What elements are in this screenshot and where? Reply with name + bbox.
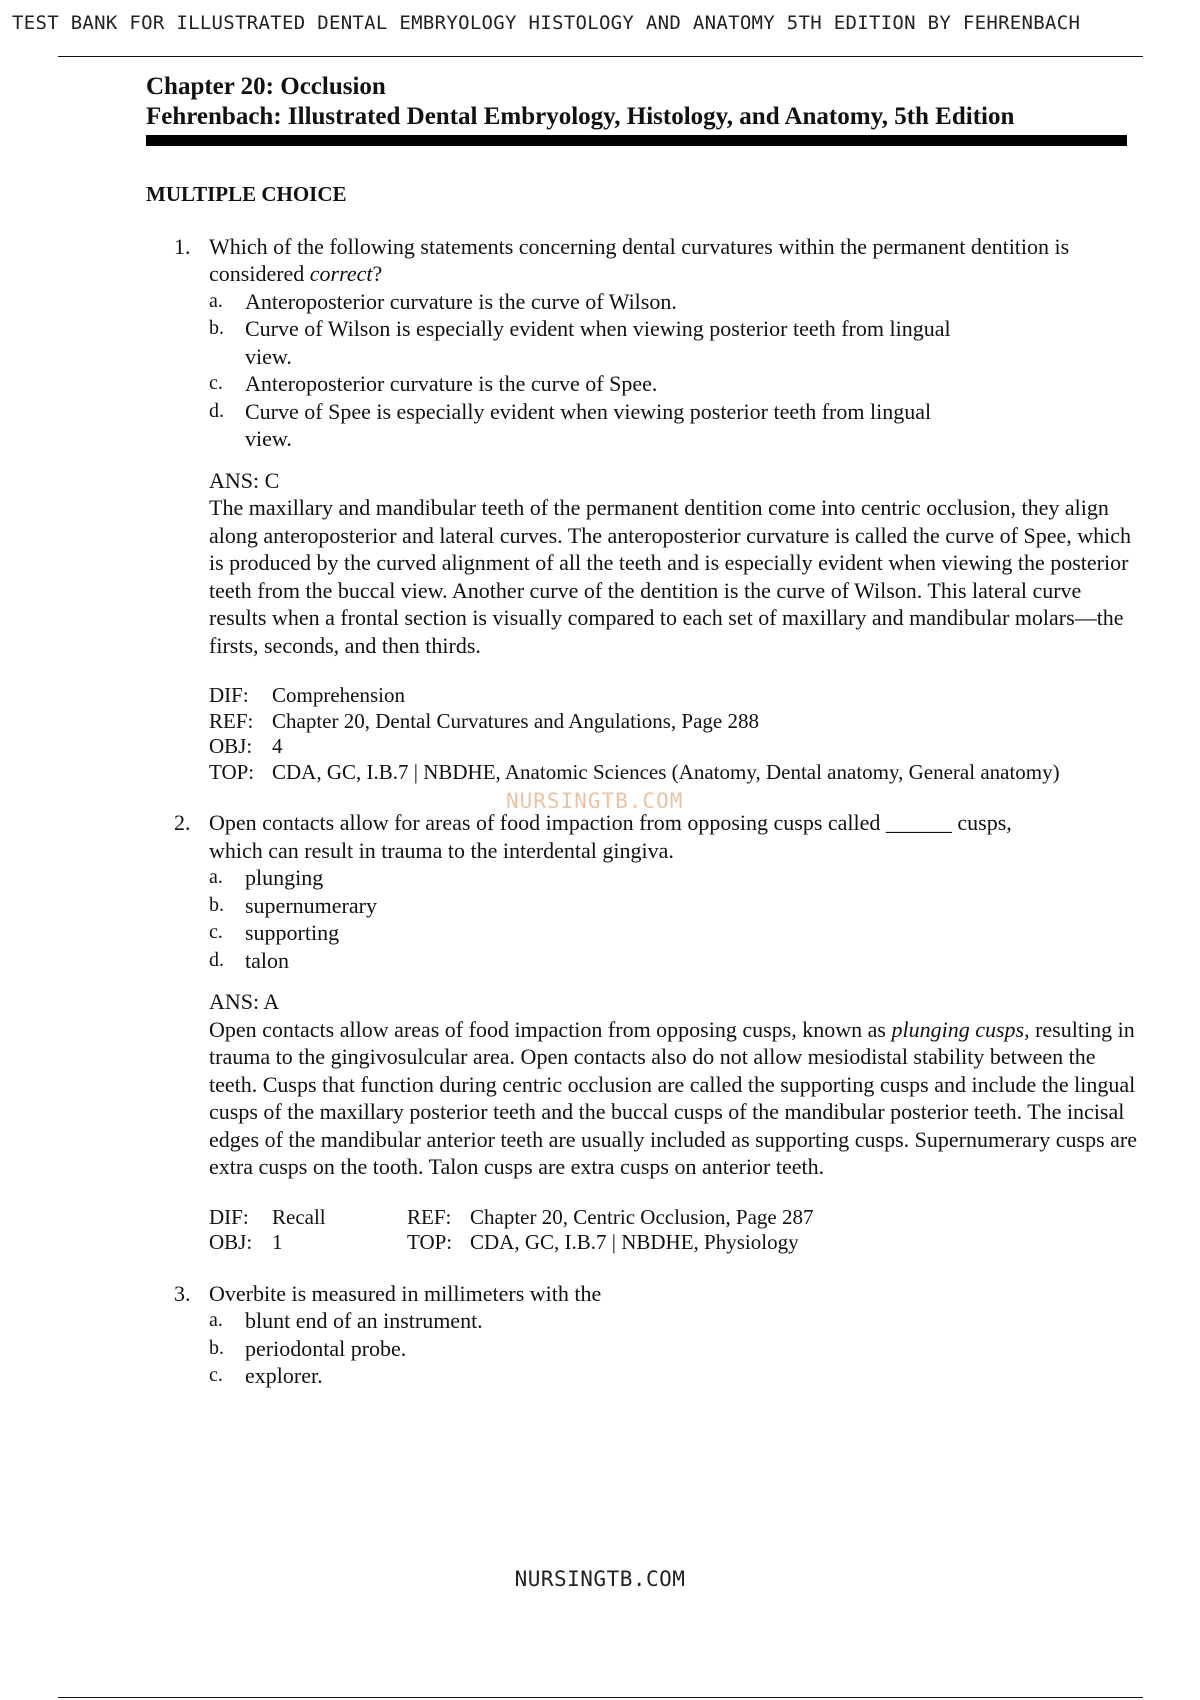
option-label: b. <box>209 317 224 339</box>
answer-options <box>209 288 1136 453</box>
question-3 <box>146 1280 1136 1390</box>
watermark: NURSINGTB.COM <box>506 789 684 813</box>
answer-key: ANS: C <box>209 467 280 493</box>
option-text: Anteroposterior curvature is the curve of Wilson. <box>245 288 677 314</box>
option-c <box>209 370 1136 398</box>
document-body <box>146 72 1136 1390</box>
header-rule <box>58 56 1143 57</box>
question-metadata <box>209 683 1136 785</box>
option-text: Curve of Wilson is especially evident when viewing posterior teeth from lingual view. <box>245 316 951 369</box>
question-number: 2. <box>174 810 191 835</box>
option-label: d. <box>209 948 224 971</box>
objective-row: OBJ: 1 <box>209 1230 283 1254</box>
option-text: supporting <box>245 920 340 945</box>
option-text: Curve of Spee is especially evident when viewing posterior teeth from lingual view. <box>245 398 932 451</box>
question-stem: Which of the following statements concerning dental curvatures within the permanent dentition is considered correct? <box>209 233 1070 286</box>
topic-row: TOP: CDA, GC, I.B.7 | NBDHE, Anatomic Sciences (Anatomy, Dental anatomy, General anatomy) <box>209 759 1060 784</box>
objective-row: OBJ: 4 <box>209 734 283 758</box>
option-text: talon <box>245 947 289 973</box>
option-a <box>209 1307 1136 1335</box>
option-c <box>209 919 1136 947</box>
question-2 <box>146 809 1136 1256</box>
option-label: b. <box>209 1336 224 1359</box>
running-header: TEST BANK FOR ILLUSTRATED DENTAL EMBRYOLOGY HISTOLOGY AND ANATOMY 5TH EDITION BY FEHRENBACH <box>12 12 1081 34</box>
footer-watermark: NURSINGTB.COM <box>514 1567 686 1591</box>
option-a <box>209 288 1136 316</box>
answer-options <box>209 864 1136 974</box>
rationale: The maxillary and mandibular teeth of the permanent dentition come into centric occlusion, they align along anteroposterior and lateral curves. The anteroposterior curvature is called the curve of Spee, which is produced by the curved alignment of all the teeth and is especially evident when viewing the posterior teeth from the buccal view. Another curve of the dentition is the curve of Wilson. This lateral curve results when a frontal section is visually compared to each set of maxillary and mandibular molars—the firsts, seconds, and then thirds. <box>209 495 1132 658</box>
footer-rule <box>58 1697 1143 1698</box>
option-label: a. <box>209 289 223 312</box>
option-a <box>209 864 1136 892</box>
answer-key: ANS: A <box>209 989 280 1014</box>
reference-row: REF: Chapter 20, Dental Curvatures and Angulations, Page 288 <box>209 708 759 733</box>
question-1 <box>146 233 1136 786</box>
option-b <box>209 892 1136 920</box>
option-label: c. <box>209 1364 223 1386</box>
title-rule <box>146 135 1127 146</box>
option-label: c. <box>209 921 223 943</box>
question-stem: Overbite is measured in millimeters with the <box>209 1280 602 1306</box>
option-d <box>209 398 965 453</box>
question-number: 1. <box>174 233 191 259</box>
question-metadata <box>209 1205 1136 1256</box>
option-b <box>209 315 965 370</box>
option-c <box>209 1362 1136 1390</box>
option-text: blunt end of an instrument. <box>245 1308 483 1333</box>
question-number: 3. <box>174 1280 191 1306</box>
book-title: Fehrenbach: Illustrated Dental Embryology, Histology, and Anatomy, 5th Edition <box>146 103 1015 130</box>
option-text: supernumerary <box>245 892 377 918</box>
option-text: periodontal probe. <box>245 1335 407 1361</box>
question-stem: Open contacts allow for areas of food impaction from opposing cusps called ______ cusps, which can result in trauma to the interdental gingiva. <box>209 810 1012 863</box>
option-d <box>209 947 1136 975</box>
answer-options <box>209 1307 1136 1390</box>
topic-row: TOP: CDA, GC, I.B.7 | NBDHE, Physiology <box>407 1230 799 1254</box>
option-label: a. <box>209 866 223 888</box>
difficulty-row: DIF: Recall <box>209 1204 326 1229</box>
option-text: explorer. <box>245 1363 323 1388</box>
option-text: Anteroposterior curvature is the curve of Spee. <box>245 371 658 396</box>
section-heading: MULTIPLE CHOICE <box>146 182 347 206</box>
option-label: a. <box>209 1309 223 1331</box>
option-label: b. <box>209 893 224 916</box>
option-text: plunging <box>245 865 324 890</box>
rationale: Open contacts allow areas of food impaction from opposing cusps, known as plunging cusps, resulting in trauma to the gingivosulcular area. Open contacts also do not allow mesiodistal stability between the teeth. Cusps that function during centric occlusion are called the supporting cusps and include the lingual cusps of the maxillary posterior teeth and the buccal cusps of the mandibular posterior teeth. The incisal edges of the mandibular anterior teeth are usually included as supporting cusps. Supernumerary cusps are extra cusps on the tooth. Talon cusps are extra cusps on anterior teeth. <box>209 1016 1137 1179</box>
option-b <box>209 1335 1136 1363</box>
option-label: c. <box>209 372 223 394</box>
difficulty-row: DIF: Comprehension <box>209 683 405 707</box>
reference-row: REF: Chapter 20, Centric Occlusion, Page 287 <box>407 1204 814 1229</box>
option-label: d. <box>209 399 224 422</box>
chapter-title: Chapter 20: Occlusion <box>146 73 386 100</box>
